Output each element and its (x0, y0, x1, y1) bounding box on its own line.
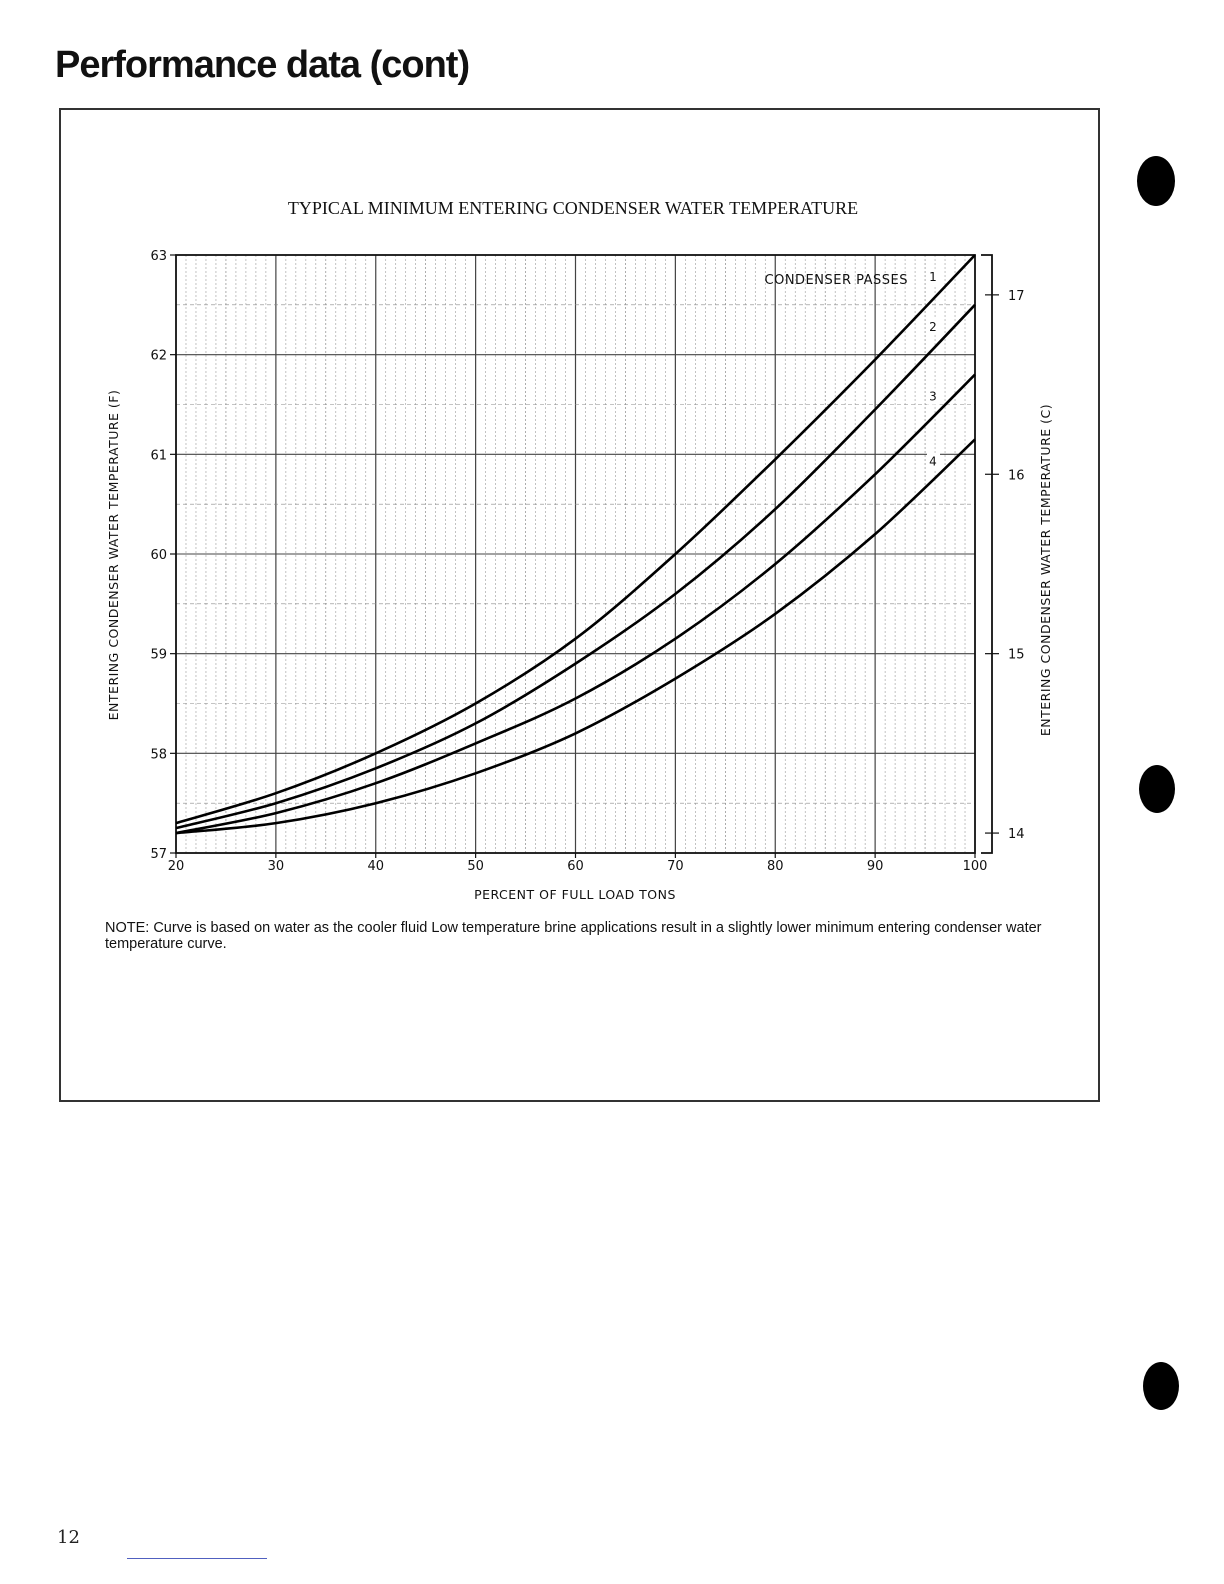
x-axis (168, 853, 988, 874)
binder-hole-mark (1137, 156, 1175, 206)
x-tick-label: 20 (167, 859, 185, 874)
x-tick-label: 70 (667, 859, 684, 874)
y-tick-label: 63 (150, 249, 167, 264)
x-tick-label: 30 (267, 859, 285, 874)
series-label-2: 2 (929, 319, 937, 334)
x-axis-label: PERCENT OF FULL LOAD TONS (474, 887, 676, 902)
x-tick-label: 50 (467, 859, 484, 874)
y-axis-right (981, 255, 1025, 853)
y-tick-label: 62 (150, 348, 167, 364)
page-number: 12 (57, 1527, 80, 1548)
chart-title: TYPICAL MINIMUM ENTERING CONDENSER WATER TEMPERATURE (287, 198, 859, 218)
series-label-4: 4 (929, 454, 937, 469)
y-axis-left (150, 249, 176, 862)
series-label-1: 1 (929, 270, 937, 284)
binder-hole-mark (1139, 765, 1175, 813)
x-tick-label: 80 (766, 859, 784, 874)
y-tick-label: 57 (150, 847, 167, 862)
x-tick-label: 40 (367, 859, 385, 874)
y-axis-label-left: ENTERING CONDENSER WATER TEMPERATURE (F) (106, 389, 121, 721)
x-tick-label: 90 (866, 859, 884, 874)
x-tick-label: 60 (567, 859, 584, 874)
x-tick-label: 100 (962, 859, 988, 874)
chart-note: NOTE: Curve is based on water as the cooler fluid Low temperature brine applications result in a slightly lower minimum entering condenser water temperature curve. (105, 920, 1042, 952)
y-tick-label: 61 (150, 448, 167, 464)
y-right-tick-label: 17 (1008, 288, 1025, 304)
right-axis-bracket (981, 255, 992, 853)
footer-rule (127, 1558, 267, 1559)
y-right-tick-label: 15 (1008, 647, 1025, 663)
y-right-tick-label: 16 (1008, 468, 1025, 484)
series-label-3: 3 (929, 389, 937, 404)
y-tick-label: 60 (150, 548, 167, 563)
y-tick-label: 59 (150, 647, 167, 663)
page-heading: Performance data (cont) (55, 44, 470, 86)
binder-hole-mark (1143, 1362, 1179, 1410)
grid-lines (176, 255, 975, 853)
legend-title: CONDENSER PASSES (764, 273, 908, 288)
y-axis-label-right: ENTERING CONDENSER WATER TEMPERATURE (C) (1038, 403, 1053, 737)
y-right-tick-label: 14 (1008, 827, 1025, 843)
y-tick-label: 58 (150, 747, 167, 763)
